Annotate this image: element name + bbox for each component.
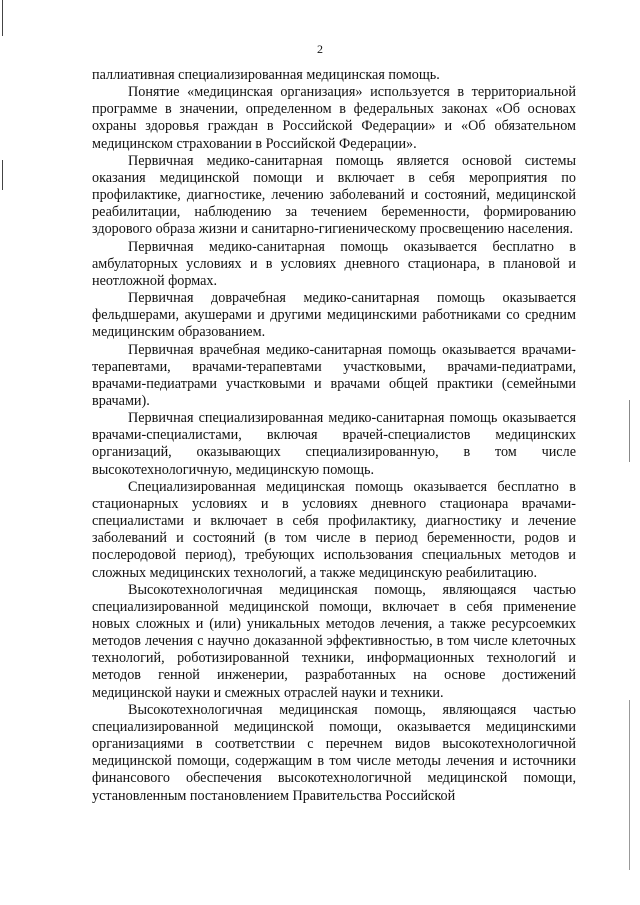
scan-edge-mark: [2, 0, 3, 36]
paragraph-continuation: паллиативная специализированная медицинская помощь.: [92, 67, 440, 83]
page-number: 2: [317, 42, 323, 56]
paragraph-medical-organization-definition: Понятие «медицинская организация» используется в территориальной программе в значении, определенном в федеральных законах «Об основах охраны здоровья граждан в Российской Федерации» и «Об обязательном медицинском страховании в Российской Федерации».: [92, 84, 576, 152]
paragraph-specialized-care: Специализированная медицинская помощь оказывается бесплатно в стационарных условиях и в условиях дневного стационара врачами-специалистами и включает в себя профилактику, диагностику и лечение заболеваний и состояний (в том числе в период беременности, родов и послеродовой период), требующих использования специальных методов и сложных медицинских технологий, а также медицинскую реабилитацию.: [92, 478, 576, 581]
paragraph-primary-care-free: Первичная медико-санитарная помощь оказывается бесплатно в амбулаторных условиях и в условиях дневного стационара, в плановой и неотложной формах.: [92, 238, 576, 289]
paragraph-pre-physician-care: Первичная доврачебная медико-санитарная помощь оказывается фельдшерами, акушерами и другими медицинскими работниками со средним медицинским образованием.: [92, 290, 576, 341]
scan-edge-mark: [629, 700, 630, 870]
paragraph-high-tech-care-provision: Высокотехнологичная медицинская помощь, являющаяся частью специализированной медицинской помощи, оказывается медицинскими организациями в соответствии с перечнем видов высокотехнологичной медицинской помощи, содержащим в том числе методы лечения и источники финансового обеспечения высокотехнологичной медицинской помощи, установленным постановлением Правительства Российской: [92, 701, 576, 804]
paragraph-high-tech-care-definition: Высокотехнологичная медицинская помощь, являющаяся частью специализированной медицинской помощи, включает в себя применение новых сложных и (или) уникальных методов лечения, а также ресурсоемких методов лечения с научно доказанной эффективностью, в том числе клеточных технологий, роботизированной техники, информационных технологий и методов генной инженерии, разработанных на основе достижений медицинской науки и смежных отраслей науки и техники.: [92, 581, 576, 701]
paragraph-primary-care-basis: Первичная медико-санитарная помощь является основой системы оказания медицинской помощи и включает в себя мероприятия по профилактике, диагностике, лечению заболеваний и состояний, медицинской реабилитации, наблюдению за течением беременности, формированию здорового образа жизни и санитарно-гигиеническому просвещению населения.: [92, 152, 576, 238]
document-body: [92, 67, 576, 805]
paragraph-specialized-primary-care: Первичная специализированная медико-санитарная помощь оказывается врачами-специалистами, включая врачей-специалистов медицинских организаций, оказывающих специализированную, в том числе высокотехнологичную, медицинскую помощь.: [92, 410, 576, 478]
paragraph-physician-care: Первичная врачебная медико-санитарная помощь оказывается врачами-терапевтами, врачами-терапевтами участковыми, врачами-педиатрами, врачами-педиатрами участковыми и врачами общей практики (семейными врачами).: [92, 341, 576, 409]
scan-edge-mark: [2, 160, 3, 190]
scan-edge-mark: [629, 400, 630, 462]
